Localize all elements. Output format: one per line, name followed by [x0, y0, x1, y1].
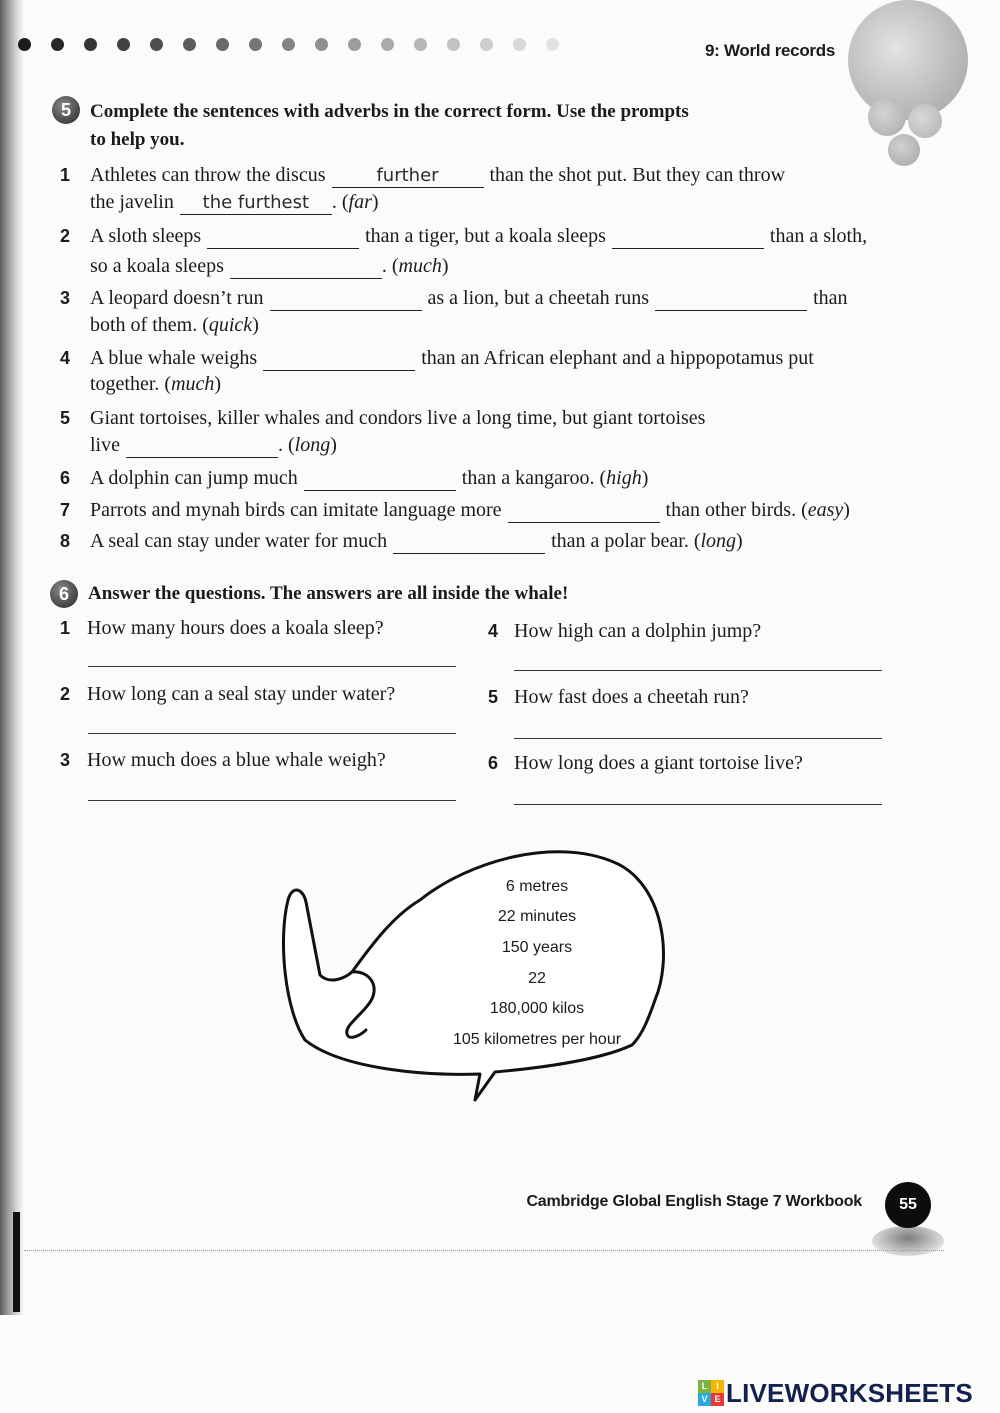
answer-blank[interactable] [263, 348, 415, 371]
exercise-6-instruction: Answer the questions. The answers are all inside the whale! [88, 583, 569, 604]
prompt-word: quick [208, 314, 253, 336]
header-dot [150, 38, 163, 51]
header-dot [84, 38, 97, 51]
question-text: How much does a blue whale weigh? [87, 749, 386, 771]
answer-blank[interactable] [332, 165, 484, 188]
corner-circle-decoration [848, 0, 968, 120]
sentence-text: as a lion, but a cheetah runs [427, 287, 650, 309]
sentence-text: Athletes can throw the discus [90, 164, 326, 186]
prompt-word: far [348, 191, 372, 213]
item-number: 4 [60, 348, 71, 368]
sentence-text: together. ( [90, 373, 172, 395]
sentence-text: than [813, 287, 848, 309]
page-number-shadow [872, 1226, 944, 1256]
answer-blank[interactable] [393, 531, 545, 554]
scan-binding-bar [13, 1212, 20, 1312]
sentence-text: Giant tortoises, killer whales and condors live a long time, but giant tortoises [90, 407, 706, 429]
corner-circle-decoration [868, 98, 906, 136]
page-number: 55 [885, 1182, 931, 1228]
scan-left-border [0, 0, 24, 1315]
whale-answer: 22 minutes [497, 908, 577, 925]
item-6-line [90, 466, 648, 491]
logo-tile: E [711, 1393, 724, 1406]
whale-answer: 6 metres [505, 878, 569, 895]
sentence-text: ) [330, 434, 337, 456]
question-text: How many hours does a koala sleep? [87, 617, 384, 639]
liveworksheets-logo[interactable] [698, 1378, 973, 1408]
question-text: How fast does a cheetah run? [514, 686, 749, 708]
item-7-line [90, 498, 850, 523]
liveworksheets-logo-icon [698, 1380, 724, 1406]
sentence-text: A sloth sleeps [90, 225, 202, 247]
sentence-text: A seal can stay under water for much [90, 530, 388, 552]
item-5-line-1 [90, 406, 705, 430]
answer-blank[interactable] [207, 226, 359, 249]
sentence-text: than a sloth, [769, 225, 868, 247]
liveworksheets-logo-text: LIVEWORKSHEETS [726, 1378, 973, 1408]
sentence-text: . ( [278, 434, 295, 456]
sentence-text: ) [371, 191, 379, 213]
prompt-word: easy [807, 499, 844, 521]
answer-blank[interactable] [270, 288, 422, 311]
question-text: How long can a seal stay under water? [87, 683, 396, 705]
sentence-text: ) [214, 373, 222, 395]
answer-blank[interactable] [655, 288, 807, 311]
sentence-text: than the shot put. But they can throw [489, 164, 786, 186]
item-number: 3 [60, 288, 71, 308]
answer-blank[interactable] [126, 435, 278, 458]
item-number: 6 [60, 468, 71, 488]
question-1-answer-field[interactable] [88, 644, 456, 667]
answer-blank[interactable] [612, 226, 764, 249]
question-number: 2 [60, 684, 71, 704]
header-dot [216, 38, 229, 51]
question-5-answer-field[interactable] [514, 716, 882, 739]
header-dot [546, 38, 559, 51]
sentence-text: ) [843, 499, 850, 521]
exercise-5-instruction-cont: to help you. [90, 129, 185, 150]
sentence-text: A dolphin can jump much [90, 467, 298, 489]
prompt-word: much [171, 373, 215, 395]
exercise-5-instruction: Complete the sentences with adverbs in the correct form. Use the prompts [90, 101, 689, 122]
question-number: 5 [488, 687, 499, 707]
whale-answer: 105 kilometres per hour [452, 1031, 622, 1048]
header-dot [447, 38, 460, 51]
sentence-text: the javelin [90, 191, 174, 213]
header-dot [414, 38, 427, 51]
footer-rule [24, 1250, 944, 1251]
header-dot [381, 38, 394, 51]
question-3-answer-field[interactable] [88, 778, 456, 801]
question-number: 1 [60, 618, 71, 638]
sentence-text: . ( [331, 191, 349, 213]
question-2-answer-field[interactable] [88, 711, 456, 734]
sentence-text: than a polar bear. ( [551, 530, 701, 552]
item-number: 7 [60, 500, 71, 520]
sentence-text: . ( [381, 255, 399, 277]
item-number: 8 [60, 531, 71, 551]
item-3-line-1 [90, 286, 848, 311]
prompt-word: much [398, 255, 442, 277]
sentence-text: both of them. ( [90, 314, 209, 336]
header-dot [348, 38, 361, 51]
sentence-text: ) [736, 530, 743, 552]
answer-blank[interactable] [180, 192, 332, 215]
header-dot [480, 38, 493, 51]
sentence-text: than a kangaroo. ( [461, 467, 607, 489]
item-4-line-2 [90, 372, 221, 396]
sentence-text: than a tiger, but a koala sleeps [365, 225, 606, 247]
header-dot [117, 38, 130, 51]
chapter-title: 9: World records [705, 41, 835, 60]
prompt-word: long [294, 434, 331, 456]
item-3-line-2 [90, 313, 259, 337]
header-dot [51, 38, 64, 51]
question-number: 3 [60, 750, 71, 770]
header-dot [249, 38, 262, 51]
sentence-text: than other birds. ( [665, 499, 808, 521]
header-dot [315, 38, 328, 51]
logo-tile: I [711, 1380, 724, 1393]
item-number: 5 [60, 408, 71, 428]
question-number: 6 [488, 753, 499, 773]
question-4-answer-field[interactable] [514, 648, 882, 671]
item-number: 1 [60, 165, 71, 185]
prompt-word: long [700, 530, 737, 552]
answer-blank[interactable] [508, 500, 660, 523]
item-8-line [90, 529, 743, 554]
question-text: How high can a dolphin jump? [514, 620, 762, 642]
item-2-line-2 [90, 254, 449, 279]
sentence-text: A blue whale weighs [90, 347, 258, 369]
corner-circle-decoration [888, 134, 920, 166]
exercise-5-badge: 5 [52, 96, 80, 124]
question-number: 4 [488, 621, 499, 641]
sentence-text: ) [641, 467, 649, 489]
sentence-text: so a koala sleeps [90, 255, 224, 277]
header-dot [18, 38, 31, 51]
header-dot [282, 38, 295, 51]
sentence-text: live [90, 434, 120, 456]
sentence-text: A leopard doesn’t run [90, 287, 264, 309]
logo-tile: V [698, 1393, 711, 1406]
header-dot [513, 38, 526, 51]
answer-blank[interactable] [230, 256, 382, 279]
question-6-answer-field[interactable] [514, 782, 882, 805]
exercise-6-badge: 6 [50, 580, 78, 608]
item-5-line-2 [90, 433, 337, 458]
header-dot [183, 38, 196, 51]
corner-circle-decoration [908, 104, 942, 138]
logo-tile: L [698, 1380, 711, 1393]
answer-blank[interactable] [304, 468, 456, 491]
item-1-line-2 [90, 190, 379, 215]
sentence-text: ) [252, 314, 259, 336]
whale-answer: 150 years [501, 939, 573, 956]
item-number: 2 [60, 226, 71, 246]
sentence-text: than an African elephant and a hippopotamus put [421, 347, 814, 369]
item-4-line-1 [90, 346, 814, 371]
whale-answer: 22 [528, 970, 546, 987]
book-title: Cambridge Global English Stage 7 Workbook [526, 1193, 862, 1210]
sentence-text: Parrots and mynah birds can imitate language more [90, 499, 502, 521]
item-1-line-1 [90, 163, 785, 188]
item-2-line-1 [90, 224, 867, 249]
prompt-word: high [606, 467, 642, 489]
question-text: How long does a giant tortoise live? [514, 752, 803, 774]
sentence-text: ) [441, 255, 449, 277]
whale-answer: 180,000 kilos [489, 1000, 585, 1017]
